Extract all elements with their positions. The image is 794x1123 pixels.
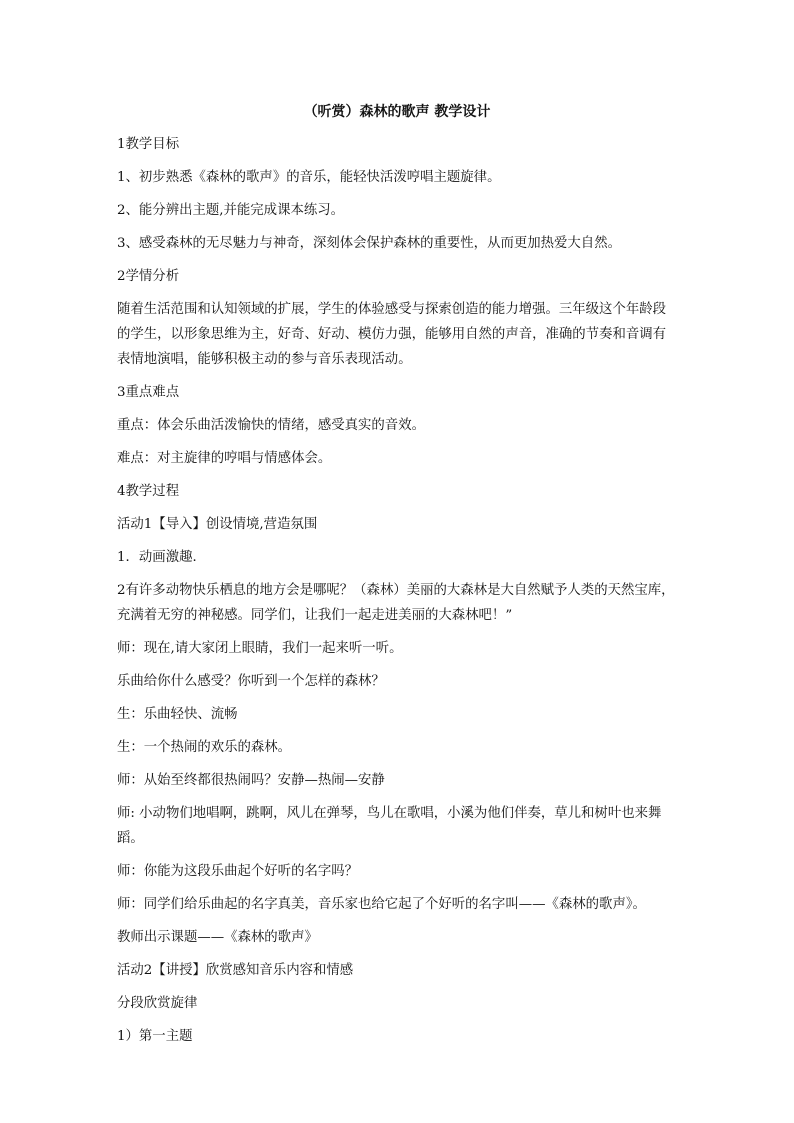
teacher-line-1: 师：现在,请大家闭上眼睛，我们一起来听一听。	[117, 641, 403, 656]
heading-learner-analysis: 2学情分析	[117, 269, 180, 284]
goal-3: 3、感受森林的无尽魅力与神奇，深刻体会保护森林的重要性，从而更加热爱大自然。	[117, 236, 621, 251]
activity-1-step-2: 2有许多动物快乐栖息的地方会是哪呢？（森林）美丽的大森林是大自然赋予人类的天然宝库，充满着无穷的神秘感。同学们，让我们一起走进美丽的大森林吧！”	[117, 583, 675, 623]
teacher-shows-title: 教师出示课题——《森林的歌声》	[117, 930, 318, 945]
document-body	[117, 132, 677, 1057]
goal-2: 2、能分辨出主题,并能完成课本练习。	[117, 203, 345, 218]
heading-teaching-process: 4教学过程	[117, 484, 180, 499]
key-point: 重点：体会乐曲活泼愉快的情绪，感受真实的音效。	[117, 418, 425, 433]
student-line-1: 生：乐曲轻快、流畅	[117, 707, 238, 722]
teacher-line-2: 师：从始至终都很热闹吗？安静—热闹—安静	[117, 773, 385, 788]
heading-key-points: 3重点难点	[117, 385, 180, 400]
activity-2-heading: 活动2【讲授】欣赏感知音乐内容和情感	[117, 963, 354, 978]
difficult-point: 难点：对主旋律的哼唱与情感体会。	[117, 451, 332, 466]
teacher-line-4: 师：你能为这段乐曲起个好听的名字吗？	[117, 864, 359, 879]
student-line-2: 生：一个热闹的欢乐的森林。	[117, 740, 292, 755]
learner-analysis-text: 随着生活范围和认知领域的扩展，学生的体验感受与探索创造的能力增强。三年级这个年龄段的学生，以形象思维为主，好奇、好动、模仿力强，能够用自然的声音，准确的节奏和音调有表情地演唱，能够积极主动的参与音乐表现活动。	[117, 302, 667, 367]
first-theme: 1）第一主题	[117, 1029, 193, 1044]
activity-1-heading: 活动1【导入】创设情境,营造氛围	[117, 517, 318, 532]
goal-1: 1、初步熟悉《森林的歌声》的音乐，能轻快活泼哼唱主题旋律。	[117, 170, 501, 185]
teacher-line-5: 师：同学们给乐曲起的名字真美，音乐家也给它起了个好听的名字叫——《森林的歌声》。	[117, 897, 646, 912]
teacher-line-3: 师: 小动物们地唱啊，跳啊，风儿在弹琴，鸟儿在歌唱，小溪为他们伴奏，草儿和树叶也来舞蹈。	[117, 806, 662, 846]
document-title: （听赏）森林的歌声 教学设计	[303, 104, 491, 120]
heading-teaching-goals: 1教学目标	[117, 137, 180, 152]
question-line: 乐曲给你什么感受？你听到一个怎样的森林？	[117, 674, 385, 689]
activity-1-step-1: 1．动画激趣．	[117, 550, 206, 565]
segment-listening: 分段欣赏旋律	[117, 996, 198, 1011]
